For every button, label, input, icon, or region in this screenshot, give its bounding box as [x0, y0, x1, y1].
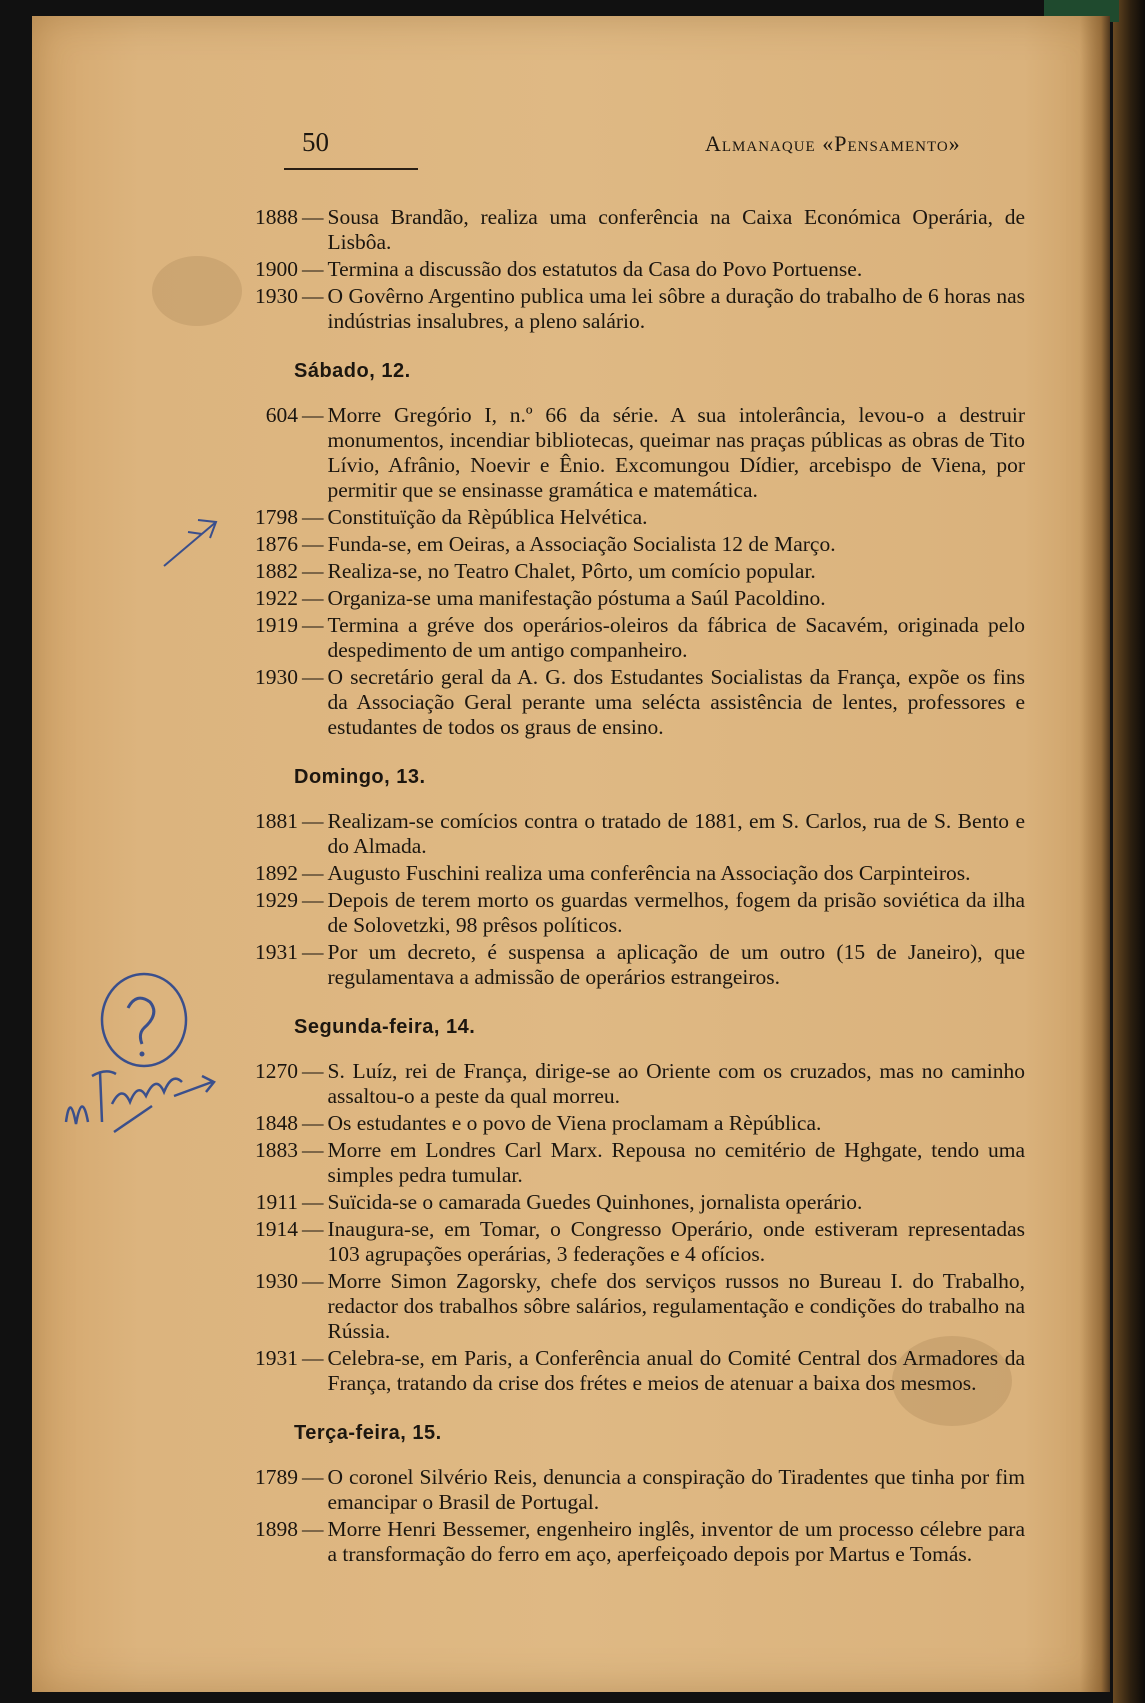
- em-dash-separator: —: [302, 284, 324, 308]
- chronology-entry: [220, 559, 1025, 584]
- em-dash-separator: —: [302, 1059, 324, 1083]
- entry-year: 1930: [255, 284, 298, 308]
- chronology-entry: [220, 665, 1025, 740]
- entry-year: 1270: [255, 1059, 298, 1083]
- entry-year: 1929: [255, 888, 298, 912]
- entry-text: O coronel Silvério Reis, denuncia a conspiração do Tiradentes que tinha por fim emancipar o Brasil de Portugal.: [327, 1465, 1025, 1514]
- entry-year: 1898: [255, 1517, 298, 1541]
- chronology-entry: [220, 613, 1025, 663]
- entry-text: Morre Simon Zagorsky, chefe dos serviços russos no Bureau I. do Trabalho, redactor dos trabalhos sôbre salários, regulamentação e condições do trabalho na Rússia.: [327, 1269, 1025, 1343]
- entry-text: Augusto Fuschini realiza uma conferência na Associação dos Carpinteiros.: [327, 861, 971, 885]
- entry-year: 1882: [255, 559, 298, 583]
- entry-text: O secretário geral da A. G. dos Estudantes Socialistas da França, expõe os fins da Associação Geral perante uma selécta assistência de lentes, professores e estudantes de todos os graus de ensino.: [327, 665, 1025, 739]
- entry-text: Termina a discussão dos estatutos da Casa do Povo Portuense.: [327, 257, 863, 281]
- day-heading: Sábado, 12.: [294, 360, 411, 382]
- em-dash-separator: —: [302, 1517, 324, 1541]
- entry-year: 1930: [255, 665, 298, 689]
- em-dash-separator: —: [302, 940, 324, 964]
- entry-year: 1930: [255, 1269, 298, 1293]
- entry-text: Organiza-se uma manifestação póstuma a Saúl Pacoldino.: [327, 586, 826, 610]
- entry-text: Morre Henri Bessemer, engenheiro inglês, inventor de um processo célebre para a transformação do ferro em aço, aperfeiçoado depois por Martus e Tomás.: [327, 1517, 1025, 1566]
- em-dash-separator: —: [302, 505, 324, 529]
- chronology-entry: [220, 403, 1025, 503]
- chronology-entry: [220, 205, 1025, 255]
- entry-year: 1900: [255, 257, 298, 281]
- entry-year: 1798: [255, 505, 298, 529]
- entry-year: 1931: [255, 1346, 298, 1370]
- entry-text: Constituïção da Rèpública Helvética.: [327, 505, 648, 529]
- entry-text: Por um decreto, é suspensa a aplicação de um outro (15 de Janeiro), que regulamentava a admissão de operários estrangeiros.: [327, 940, 1025, 989]
- entry-text: S. Luíz, rei de França, dirige-se ao Oriente com os cruzados, mas no caminho assaltou-o a peste da qual morreu.: [327, 1059, 1025, 1108]
- day-heading: Terça-feira, 15.: [294, 1422, 442, 1444]
- em-dash-separator: —: [302, 861, 324, 885]
- em-dash-separator: —: [302, 1465, 324, 1489]
- entry-text: Celebra-se, em Paris, a Conferência anual do Comité Central dos Armadores da França, tratando da crise dos frétes e meios de atenuar a baixa dos mesmos.: [327, 1346, 1025, 1395]
- em-dash-separator: —: [302, 586, 324, 610]
- chronology-entry: [220, 1111, 1025, 1136]
- em-dash-separator: —: [302, 665, 324, 689]
- em-dash-separator: —: [302, 1269, 324, 1293]
- chronology-entry: [220, 1138, 1025, 1188]
- entry-text: Funda-se, em Oeiras, a Associação Socialista 12 de Março.: [327, 532, 836, 556]
- entry-year: 1922: [255, 586, 298, 610]
- entry-year: 1881: [255, 809, 298, 833]
- chronology-entry: [220, 1059, 1025, 1109]
- entry-year: 1876: [255, 532, 298, 556]
- chronology-entry: [220, 888, 1025, 938]
- entry-text: Morre em Londres Carl Marx. Repousa no cemitério de Hghgate, tendo uma simples pedra tumular.: [327, 1138, 1025, 1187]
- entry-text: Inaugura-se, em Tomar, o Congresso Operário, onde estiveram representadas 103 agrupações operárias, 3 federações e 4 ofícios.: [327, 1217, 1025, 1266]
- em-dash-separator: —: [302, 1111, 324, 1135]
- entry-text: Termina a gréve dos operários-oleiros da fábrica de Sacavém, originada pelo despedimento de um antigo companheiro.: [327, 613, 1025, 662]
- chronology-entry: [220, 505, 1025, 530]
- chronology-entry: [220, 1465, 1025, 1515]
- running-title: Almanaque «Pensamento»: [705, 131, 961, 156]
- em-dash-separator: —: [302, 809, 324, 833]
- header-rule: [284, 168, 418, 170]
- entry-year: 1789: [255, 1465, 298, 1489]
- entry-year: 1888: [255, 205, 298, 229]
- entry-year: 604: [265, 403, 298, 427]
- entry-text: Suïcida-se o camarada Guedes Quinhones, jornalista operário.: [327, 1190, 863, 1214]
- em-dash-separator: —: [302, 1217, 324, 1241]
- entry-year: 1931: [255, 940, 298, 964]
- page-number: 50: [302, 127, 329, 157]
- entry-year: 1919: [255, 613, 298, 637]
- entry-text: Morre Gregório I, n.º 66 da série. A sua intolerância, levou-o a destruir monumentos, incendiar bibliotecas, queimar nas praças públicas as obras de Tito Lívio, Afrânio, Noevir e Ênio. Excomungou Dídier, arcebispo de Viena, por permitir que se ensinasse gramática e matemática.: [327, 403, 1025, 502]
- entry-text: Sousa Brandão, realiza uma conferência na Caixa Económica Operária, de Lisbôa.: [327, 205, 1025, 254]
- em-dash-separator: —: [302, 888, 324, 912]
- entry-year: 1911: [255, 1190, 298, 1214]
- entry-text: Realiza-se, no Teatro Chalet, Pôrto, um comício popular.: [327, 559, 816, 583]
- em-dash-separator: —: [302, 257, 324, 281]
- entry-text: O Govêrno Argentino publica uma lei sôbre a duração do trabalho de 6 horas nas indústrias insalubres, a pleno salário.: [327, 284, 1025, 333]
- entry-text: Realizam-se comícios contra o tratado de 1881, em S. Carlos, rua de S. Bento e do Almada.: [327, 809, 1025, 858]
- entry-text: Depois de terem morto os guardas vermelhos, fogem da prisão soviética da ilha de Solovetzki, 98 prêsos políticos.: [327, 888, 1025, 937]
- chronology-entry: [220, 1346, 1025, 1396]
- chronology-entry: [220, 1517, 1025, 1567]
- entry-year: 1883: [255, 1138, 298, 1162]
- em-dash-separator: —: [302, 403, 324, 427]
- entry-year: 1914: [255, 1217, 298, 1241]
- em-dash-separator: —: [302, 1138, 324, 1162]
- day-heading: Segunda-feira, 14.: [294, 1016, 476, 1038]
- entry-year: 1848: [255, 1111, 298, 1135]
- chronology-entry: [220, 532, 1025, 557]
- almanac-content: [220, 205, 1025, 1569]
- day-heading: Domingo, 13.: [294, 766, 426, 788]
- chronology-entry: [220, 1190, 1025, 1215]
- em-dash-separator: —: [302, 559, 324, 583]
- em-dash-separator: —: [302, 1190, 324, 1214]
- page-edge-shadow: [1080, 16, 1110, 1692]
- em-dash-separator: —: [302, 613, 324, 637]
- entry-year: 1892: [255, 861, 298, 885]
- em-dash-separator: —: [302, 1346, 324, 1370]
- chronology-entry: [220, 861, 1025, 886]
- em-dash-separator: —: [302, 532, 324, 556]
- em-dash-separator: —: [302, 205, 324, 229]
- chronology-entry: [220, 940, 1025, 990]
- chronology-entry: [220, 284, 1025, 334]
- book-spine: [1113, 0, 1145, 1703]
- handwritten-margin-note: [56, 972, 226, 1162]
- chronology-entry: [220, 586, 1025, 611]
- margin-check-mark: [158, 512, 228, 572]
- chronology-entry: [220, 257, 1025, 282]
- chronology-entry: [220, 809, 1025, 859]
- entry-text: Os estudantes e o povo de Viena proclamam a Rèpública.: [327, 1111, 822, 1135]
- chronology-entry: [220, 1269, 1025, 1344]
- chronology-entry: [220, 1217, 1025, 1267]
